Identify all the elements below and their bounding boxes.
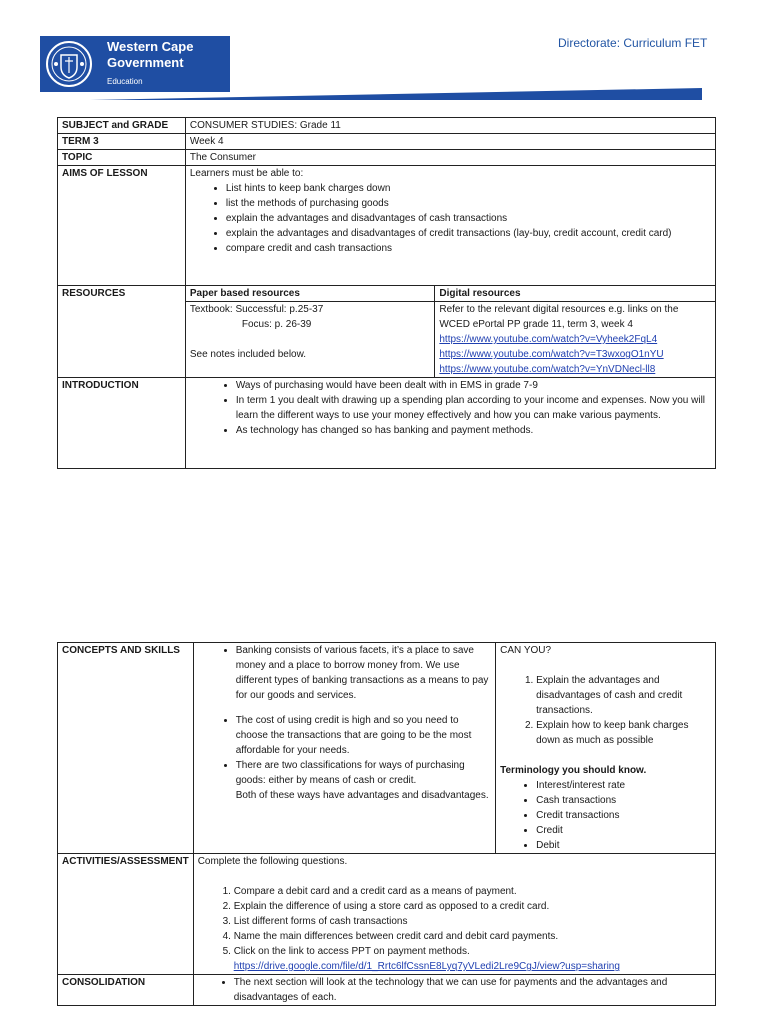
digital-text: Refer to the relevant digital resources e.g. links on the WCED ePortal PP grade 11, term 3, week 4 (439, 304, 679, 330)
lesson-table-1 (57, 117, 716, 469)
table-row (58, 975, 716, 1006)
activities-list (198, 884, 711, 959)
list-item: 1. Compare a debit card and a credit card as a means of payment. (234, 884, 711, 899)
youtube-link-1[interactable]: https://www.youtube.com/watch?v=Vyheek2FqL4 (439, 334, 658, 345)
subject-label: SUBJECT and GRADE (58, 118, 186, 134)
topic-label: TOPIC (58, 150, 186, 166)
introduction-list (190, 378, 711, 438)
aims-cell (185, 166, 715, 286)
concepts-list (198, 643, 491, 788)
consolidation-label: CONSOLIDATION (58, 975, 194, 1006)
list-item: 4. Name the main differences between credit card and debit card payments. (234, 929, 711, 944)
ppt-link[interactable]: https://drive.google.com/file/d/1_Rrtc6lfCssnE8Lyq7yVLedi2Lre9CgJ/view?usp=sharing (233, 961, 620, 972)
logo (40, 36, 230, 92)
terminology-list (500, 778, 711, 853)
subject-value: CONSUMER STUDIES: Grade 11 (185, 118, 715, 134)
list-item: 2. Explain the difference of using a store card as opposed to a credit card. (234, 899, 711, 914)
table-row (58, 118, 716, 134)
list-item: 3. List different forms of cash transactions (234, 914, 711, 929)
list-item: • Debit (536, 838, 711, 853)
list-item: • Credit (536, 823, 711, 838)
lesson-table-2 (57, 642, 716, 1006)
list-item: • Interest/interest rate (536, 778, 711, 793)
list-item: • As technology has changed so has banking and payment methods. (236, 423, 711, 438)
can-you-heading: CAN YOU? (500, 645, 552, 656)
list-item: • Ways of purchasing would have been dealt with in EMS in grade 7-9 (236, 378, 711, 393)
brand-line3: Education (107, 77, 143, 86)
list-item: 1. Explain the advantages and disadvantages of cash and credit transactions. (536, 673, 711, 718)
brand-line2: Government (107, 55, 184, 70)
list-item: • Cash transactions (536, 793, 711, 808)
list-item: 2. Explain how to keep bank charges down as much as possible (536, 718, 711, 748)
aims-label: AIMS OF LESSON (58, 166, 186, 286)
table-row (58, 134, 716, 150)
paper-resources-cell (185, 302, 435, 378)
digital-resources-heading: Digital resources (435, 286, 716, 302)
list-item: • list the methods of purchasing goods (226, 196, 711, 211)
list-item: • explain the advantages and disadvantages of credit transactions (lay-buy, credit account, credit card) (226, 226, 711, 241)
youtube-link-2[interactable]: https://www.youtube.com/watch?v=T3wxogO1nYU (439, 349, 664, 360)
activities-label: ACTIVITIES/ASSESSMENT (58, 854, 194, 975)
table-row (58, 854, 716, 975)
list-item: 5. Click on the link to access PPT on payment methods. (234, 944, 711, 959)
can-you-list (500, 673, 711, 748)
topic-value: The Consumer (185, 150, 715, 166)
paper-line3: See notes included below. (189, 349, 307, 360)
list-item: • List hints to keep bank charges down (226, 181, 711, 196)
brand-line1: Western Cape (107, 39, 194, 54)
list-item: • compare credit and cash transactions (226, 241, 711, 256)
activities-cell (193, 854, 715, 975)
paper-line1: Textbook: Successful: p.25-37 (189, 304, 324, 315)
concepts-extra: Both of these ways have advantages and disadvantages. (235, 790, 489, 801)
header-bar (90, 88, 702, 100)
resources-label: RESOURCES (58, 286, 186, 378)
activities-intro: Complete the following questions. (197, 856, 348, 867)
table-row (58, 643, 716, 854)
term-label: TERM 3 (58, 134, 186, 150)
youtube-link-3[interactable]: https://www.youtube.com/watch?v=YnVDNecl-ll8 (439, 364, 656, 375)
terminology-heading: Terminology you should know. (500, 765, 647, 776)
can-you-cell (496, 643, 716, 854)
introduction-label: INTRODUCTION (58, 378, 186, 469)
concepts-label: CONCEPTS AND SKILLS (58, 643, 194, 854)
list-item: • In term 1 you dealt with drawing up a spending plan according to your income and expenses. Now you will learn the different ways to use your money effectively and how you can make various payments. (236, 393, 711, 423)
list-item: • Credit transactions (536, 808, 711, 823)
paper-resources-heading: Paper based resources (185, 286, 435, 302)
paper-line2: Focus: p. 26-39 (241, 319, 312, 330)
table-row (58, 286, 716, 302)
aims-intro: Learners must be able to: (189, 168, 304, 179)
list-item: • There are two classifications for ways of purchasing goods: either by means of cash or credit. (236, 758, 491, 788)
table-row (58, 378, 716, 469)
digital-resources-cell (435, 302, 716, 378)
consolidation-cell (193, 975, 715, 1006)
term-value: Week 4 (185, 134, 715, 150)
crest-icon (44, 39, 94, 89)
list-item: • The cost of using credit is high and so you need to choose the transactions that are going to be the most affordable for your needs. (236, 713, 491, 758)
directorate-title: Directorate: Curriculum FET (558, 36, 708, 50)
table-row (58, 150, 716, 166)
introduction-cell (185, 378, 715, 469)
concepts-cell (193, 643, 495, 854)
table-row (58, 166, 716, 286)
list-item: • The next section will look at the technology that we can use for payments and the advantages and disadvantages of each. (234, 975, 711, 1005)
consolidation-list (198, 975, 711, 1005)
list-item: • explain the advantages and disadvantages of cash transactions (226, 211, 711, 226)
list-item: • Banking consists of various facets, it’s a place to save money and a place to borrow money from. We use different types of banking transactions as a means to pay for our goods and services. (236, 643, 491, 703)
aims-list (190, 181, 711, 256)
